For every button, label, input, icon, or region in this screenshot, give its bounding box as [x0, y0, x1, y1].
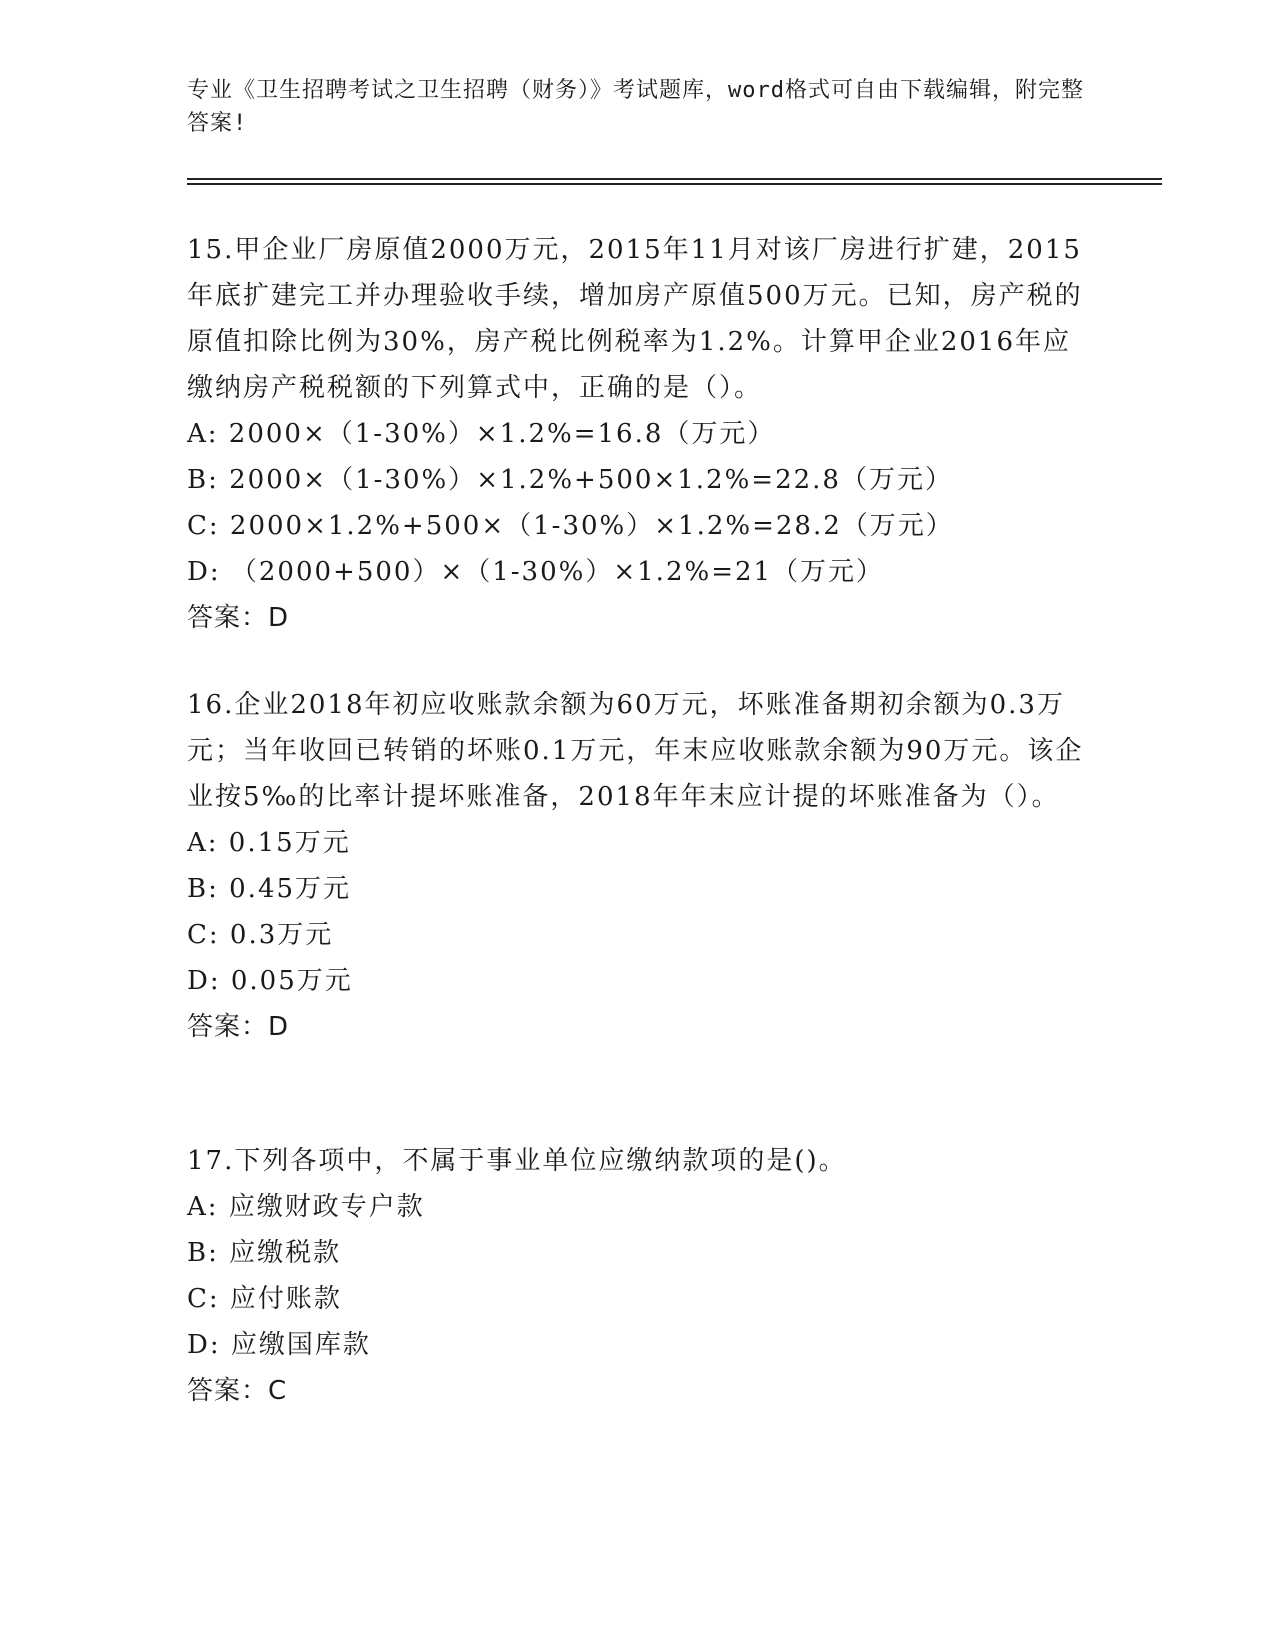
- option-b: B: 0.45万元: [187, 874, 352, 904]
- option-c: C: 2000×1.2%+500×（1-30%）×1.2%=28.2（万元）: [187, 511, 954, 541]
- header-divider-top: [187, 178, 1162, 180]
- question-17: [187, 1138, 1087, 1414]
- question-stem: 15.甲企业厂房原值2000万元，2015年11月对该厂房进行扩建，2015年底扩建完工并办理验收手续，增加房产原值500万元。已知，房产税的原值扣除比例为30%，房产税比例税率为1.2%。计算甲企业2016年应缴纳房产税税额的下列算式中，正确的是（）。: [187, 235, 1083, 403]
- option-b: B: 应缴税款: [187, 1238, 342, 1268]
- option-c: C: 应付账款: [187, 1284, 342, 1314]
- option-d: D: 0.05万元: [187, 966, 353, 996]
- option-b: B: 2000×（1-30%）×1.2%+500×1.2%=22.8（万元）: [187, 465, 953, 495]
- question-stem: 16.企业2018年初应收账款余额为60万元，坏账准备期初余额为0.3万元；当年收回已转销的坏账0.1万元，年末应收账款余额为90万元。该企业按5‰的比率计提坏账准备，2018年年末应计提的坏账准备为（）。: [187, 690, 1084, 812]
- header-divider-bottom: [187, 183, 1162, 185]
- question-stem: 17.下列各项中，不属于事业单位应缴纳款项的是()。: [187, 1146, 847, 1176]
- answer: 答案：D: [187, 603, 290, 633]
- document-header: 专业《卫生招聘考试之卫生招聘（财务）》考试题库，word格式可自由下载编辑，附完整答案!: [187, 78, 1084, 136]
- option-a: A: 应缴财政专户款: [187, 1192, 425, 1222]
- option-d: D: （2000+500）×（1-30%）×1.2%=21（万元）: [187, 557, 885, 587]
- option-d: D: 应缴国库款: [187, 1330, 371, 1360]
- option-c: C: 0.3万元: [187, 920, 334, 950]
- question-15: [187, 227, 1087, 641]
- option-a: A: 2000×（1-30%）×1.2%=16.8（万元）: [187, 419, 776, 449]
- question-16: [187, 682, 1087, 1050]
- answer: 答案：D: [187, 1012, 290, 1042]
- option-a: A: 0.15万元: [187, 828, 351, 858]
- answer: 答案：C: [187, 1376, 288, 1406]
